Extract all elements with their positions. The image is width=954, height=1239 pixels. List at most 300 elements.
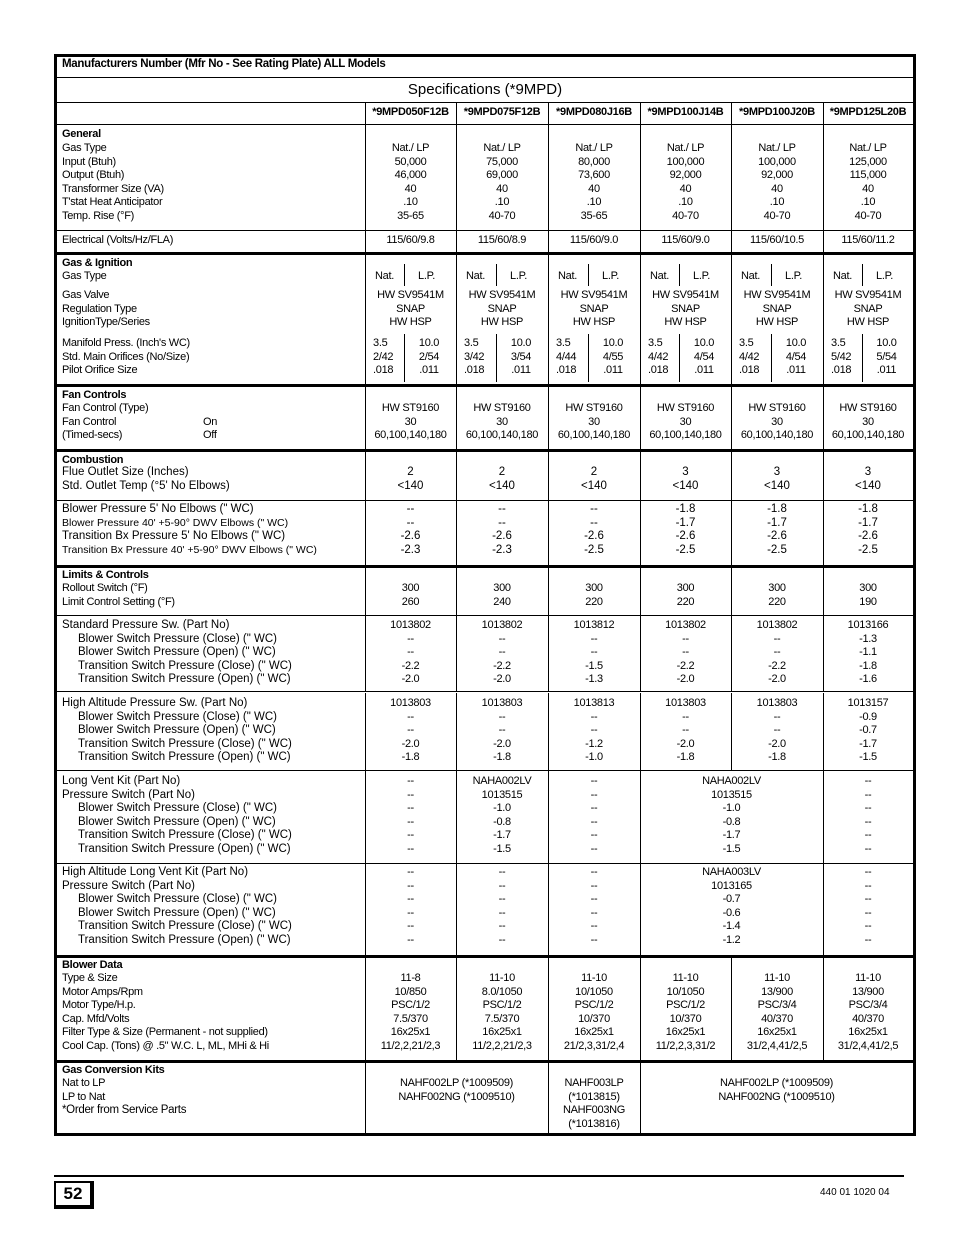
vent-value-line: -- <box>407 802 414 814</box>
column-rule <box>365 384 366 449</box>
table-rule <box>57 230 913 231</box>
combustion-value <box>548 466 640 493</box>
general-value-line: 35-65 <box>397 209 424 222</box>
blower-pressure-value-line: -2.5 <box>767 543 787 556</box>
vent-value-line: -- <box>864 906 872 919</box>
blower-pressure-value <box>640 503 731 557</box>
column-rule <box>823 230 824 252</box>
column-rule <box>913 252 914 384</box>
table-rule <box>57 384 913 387</box>
blower-pressure-value-line: -1.8 <box>858 503 878 515</box>
lp-value <box>773 337 819 378</box>
limits-value-line: 300 <box>676 582 695 594</box>
general-value-line: Nat./ LP <box>666 142 705 154</box>
vent-value-line: NAHA003LV <box>702 866 761 878</box>
nat-label: Nat. <box>833 270 852 282</box>
column-rule <box>365 955 366 1060</box>
pressure-value-line: -- <box>773 724 781 736</box>
general-value-line: 40-70 <box>488 209 516 222</box>
column-rule <box>731 124 732 230</box>
blower-data-value-line: 16x25x1 <box>848 1026 888 1038</box>
column-rule <box>913 500 914 565</box>
fan-value-line: 60,100,140,180 <box>374 429 447 441</box>
nat-value-line: .018 <box>648 364 669 376</box>
vent-value <box>548 866 640 947</box>
column-rule <box>548 565 549 615</box>
lp-value-line: .011 <box>786 364 806 376</box>
document-number: 440 01 1020 04 <box>820 1187 890 1198</box>
blower-pressure-value-line: -- <box>498 516 506 529</box>
blower-data-value-line: PSC/3/4 <box>848 999 888 1011</box>
blower-data-label <box>62 972 362 1053</box>
general-value-line: 92,000 <box>761 169 793 181</box>
conversion-value <box>548 1077 640 1131</box>
blower-data-value-line: 31/2,4,41/2,5 <box>746 1039 808 1052</box>
column-rule <box>731 693 732 770</box>
column-rule <box>913 449 914 500</box>
pressure-value-line: -0.7 <box>859 724 877 736</box>
pressure-value-line: -2.2 <box>401 659 420 672</box>
pressure-label: Transition Switch Pressure (Close) (" WC) <box>78 659 292 672</box>
vent-value-line: -- <box>498 933 506 946</box>
general-value-line: 35-65 <box>580 209 608 222</box>
blower-pressure-value-line: -- <box>406 516 415 529</box>
column-rule <box>496 334 497 382</box>
column-rule <box>548 862 549 955</box>
pressure-value-line: -- <box>590 632 598 645</box>
vent-value-line: NAHA002LV <box>472 775 532 787</box>
blower-data-value-line: 10/1050 <box>575 985 613 998</box>
fan-value-line: 30 <box>404 415 417 428</box>
general-value-line: .10 <box>403 196 418 208</box>
gas-ign-label <box>62 289 352 330</box>
nat-label: Nat. <box>741 270 760 282</box>
lp-value-line: .011 <box>694 364 714 376</box>
vent-value-line: -- <box>498 866 506 878</box>
lp-value-line: 4/54 <box>693 350 715 363</box>
pressure-value-line: -1.8 <box>493 751 511 763</box>
lp-label: L.P. <box>418 270 435 282</box>
general-value-line: 75,000 <box>486 155 518 168</box>
vent-value <box>456 775 548 856</box>
column-rule <box>731 252 732 384</box>
gas-ign-label-line: Pilot Orifice Size <box>62 364 138 376</box>
fan-label-line: Fan Control <box>62 415 117 428</box>
combustion-label-line: Flue Outlet Size (Inches) <box>62 466 189 478</box>
vent-value-line: -- <box>498 879 506 892</box>
vent-value <box>456 866 548 947</box>
blower-data-value-line: 11-10 <box>764 972 790 984</box>
limits-label <box>62 582 362 609</box>
blower-data-label-line: Filter Type & Size (Permanent - not supplied) <box>62 1026 268 1038</box>
blower-data-label-line: Type & Size <box>62 972 118 984</box>
limits-value <box>365 582 456 609</box>
lp-label: L.P. <box>693 270 710 282</box>
pressure-label: Blower Switch Pressure (Open) (" WC) <box>78 646 276 658</box>
conversion-value-line: NAHF002NG (*1009510) <box>398 1090 515 1103</box>
vent-value-line: -- <box>864 775 872 787</box>
pressure-value-line: -1.8 <box>859 659 877 672</box>
pressure-value-line: -0.9 <box>859 710 877 723</box>
limits-value-line: 240 <box>493 595 511 608</box>
general-value-line: 50,000 <box>394 155 427 168</box>
column-rule <box>640 449 641 500</box>
general-value-line: Nat./ LP <box>483 142 521 154</box>
conversion-value-line: NAHF003NG <box>562 1104 626 1116</box>
column-rule <box>731 500 732 565</box>
blower-pressure-label: Blower Pressure 40' +5-90° DWV Elbows (" WC) <box>62 516 289 529</box>
column-rule <box>365 449 366 500</box>
column-rule <box>823 862 824 955</box>
section-heading: Fan Controls <box>62 389 127 401</box>
section-heading: Gas Conversion Kits <box>62 1064 165 1076</box>
column-rule <box>823 124 824 230</box>
electrical-label: Electrical (Volts/Hz/FLA) <box>62 234 174 246</box>
vent-label: Pressure Switch (Part No) <box>62 879 195 892</box>
blower-pressure-label: Transition Bx Pressure 5' No Elbows (" WC) <box>62 530 286 542</box>
table-rule <box>57 615 913 616</box>
pressure-value <box>823 619 913 687</box>
general-value-line: .10 <box>494 196 510 208</box>
blower-pressure-value-line: -2.5 <box>858 543 878 556</box>
fan-value-line: 30 <box>496 415 508 428</box>
blower-pressure-value-line: -- <box>498 503 506 515</box>
pressure-value-line: -1.5 <box>859 751 877 763</box>
conversion-label-line: *Order from Service Parts <box>62 1104 187 1116</box>
column-rule <box>731 230 732 252</box>
column-rule <box>548 693 549 770</box>
combustion-value <box>731 466 823 493</box>
pressure-value-line: -- <box>773 632 781 645</box>
general-value-line: 100,000 <box>758 155 796 168</box>
blower-data-value-line: 7.5/370 <box>484 1012 520 1025</box>
vent-value-line: -- <box>590 906 598 919</box>
vent-value-line: -- <box>590 879 598 892</box>
pressure-value <box>640 619 731 687</box>
combustion-value-line: <140 <box>489 479 515 492</box>
lp-value-line: .011 <box>511 364 531 376</box>
nat-label: Nat. <box>650 270 669 282</box>
column-rule <box>640 230 641 252</box>
combustion-value <box>456 466 548 493</box>
gas-ign-label-line: Regulation Type <box>62 302 137 315</box>
column-rule <box>404 264 405 286</box>
lp-label: L.P. <box>876 270 893 282</box>
pressure-value-line: 1013803 <box>756 697 798 709</box>
pressure-value-line: -- <box>773 710 781 723</box>
fan-value-line: 60,100,140,180 <box>465 429 539 441</box>
limits-value <box>640 582 731 609</box>
nat-value-line: .018 <box>831 364 852 376</box>
fan-value-line: 30 <box>679 415 692 428</box>
column-rule <box>679 264 680 286</box>
pressure-value-line: -- <box>407 646 414 658</box>
vent-value-line: -- <box>498 920 506 932</box>
conversion-value-line: NAHF002LP (*1009509) <box>719 1077 834 1089</box>
column-rule <box>496 264 497 286</box>
blower-pressure-value-line: -2.5 <box>584 543 604 556</box>
blower-data-value-line: 11-8 <box>400 972 421 984</box>
pressure-value-line: -1.0 <box>585 751 603 763</box>
combustion-value <box>823 466 913 493</box>
column-rule <box>862 264 863 286</box>
pressure-value-line: -1.3 <box>585 673 603 685</box>
gas-ign-value <box>548 289 640 330</box>
conversion-value-line: (*1013815) <box>568 1090 620 1103</box>
gas-ign-value-line: HW SV9541M <box>377 289 444 301</box>
pressure-value-line: -- <box>682 646 689 658</box>
blower-data-value-line: 40/370 <box>761 1012 793 1025</box>
column-rule <box>456 771 457 863</box>
lp-value <box>406 337 452 378</box>
lp-value-line: 10.0 <box>693 337 715 349</box>
fan-value-line: 30 <box>862 415 874 428</box>
nat-value-line: .018 <box>464 364 485 376</box>
blower-pressure-value-line: -1.7 <box>675 516 696 529</box>
column-rule <box>640 771 641 863</box>
limits-value-line: 300 <box>768 582 786 594</box>
general-value-line: 40 <box>404 182 417 195</box>
column-rule <box>548 252 549 384</box>
pressure-value-line: 1013802 <box>756 619 798 631</box>
lp-value-line: 10.0 <box>418 337 440 349</box>
limits-value-line: 260 <box>401 595 420 608</box>
blower-data-value-line: 10/370 <box>578 1012 610 1025</box>
column-rule <box>456 693 457 770</box>
column-rule <box>456 615 457 691</box>
pressure-value-line: -1.6 <box>859 673 877 685</box>
blower-pressure-value <box>548 503 640 557</box>
nat-value <box>373 337 404 378</box>
pressure-label: Blower Switch Pressure (Open) (" WC) <box>78 724 276 736</box>
blower-data-value <box>456 972 548 1053</box>
gas-ign-value-line: HW HSP <box>480 316 524 328</box>
vent-label: Transition Switch Pressure (Open) (" WC) <box>78 933 291 946</box>
vent-value-line: -- <box>864 866 872 878</box>
vent-label: Pressure Switch (Part No) <box>62 788 195 801</box>
pressure-value-line: -1.8 <box>401 751 420 763</box>
lp-value <box>498 337 544 378</box>
pressure-value-line: -1.8 <box>768 751 786 763</box>
electrical-value: 115/60/11.2 <box>841 234 895 246</box>
fan-value-line: HW ST9160 <box>656 402 715 414</box>
pressure-label: Transition Switch Pressure (Close) (" WC) <box>78 737 292 750</box>
conversion-label-line: Nat to LP <box>62 1077 106 1089</box>
gas-ign-value-line: HW SV9541M <box>652 289 719 301</box>
conversion-value-line: NAHF002LP (*1009509) <box>399 1077 514 1089</box>
column-rule <box>404 334 405 382</box>
column-rule <box>640 565 641 615</box>
pressure-value-line: -- <box>590 724 598 736</box>
vent-value-line: -1.5 <box>722 842 741 855</box>
column-rule <box>913 862 914 955</box>
blower-data-value-line: 10/850 <box>394 985 427 998</box>
gas-ign-label <box>62 337 352 378</box>
vent-value-line: -- <box>407 879 414 892</box>
gas-ign-value-line: HW HSP <box>572 316 616 328</box>
vent-value-line: -- <box>590 815 598 828</box>
column-rule <box>548 384 549 449</box>
blower-data-value-line: 11-10 <box>855 972 881 984</box>
pressure-value-line: -- <box>407 724 414 736</box>
general-value <box>731 142 823 223</box>
combustion-value-line: <140 <box>855 479 881 492</box>
general-value-line: 100,000 <box>666 155 705 168</box>
pressure-value-line: 1013802 <box>481 619 523 631</box>
pressure-value <box>548 619 640 687</box>
fan-value-line: 30 <box>771 415 783 428</box>
blower-data-value-line: 8.0/1050 <box>481 985 523 998</box>
fan-value-line: HW ST9160 <box>748 402 806 414</box>
lp-value-line: 10.0 <box>876 337 897 349</box>
vent-value-line: -- <box>864 879 872 892</box>
combustion-value-line: <140 <box>581 479 607 492</box>
pressure-value-line: -1.8 <box>676 751 695 763</box>
table-rule <box>57 1060 913 1063</box>
gas-ign-value-line: HW SV9541M <box>834 289 902 301</box>
conversion-value-line: (*1013816) <box>568 1117 620 1130</box>
gas-ign-label-line: Gas Valve <box>62 289 110 301</box>
limits-value <box>823 582 913 609</box>
general-value-line: .10 <box>769 196 785 208</box>
limits-value-line: 300 <box>585 582 603 594</box>
nat-value-line: 4/42 <box>648 350 669 363</box>
column-rule <box>640 955 641 1060</box>
vent-value-line: -1.5 <box>493 842 511 855</box>
blower-data-value-line: 13/900 <box>761 985 793 998</box>
nat-value-line: 5/42 <box>831 350 852 363</box>
nat-value-line: 4/42 <box>739 350 760 363</box>
column-rule <box>823 384 824 449</box>
column-rule <box>731 384 732 449</box>
blower-data-value-line: 16x25x1 <box>757 1026 797 1038</box>
column-rule <box>731 615 732 691</box>
pressure-value-line: -- <box>590 710 598 723</box>
high_alt_pressure-labels <box>62 697 362 765</box>
general-value-line: 40-70 <box>854 209 882 222</box>
vent-value-line: -- <box>407 775 414 787</box>
pressure-label: Standard Pressure Sw. (Part No) <box>62 619 230 631</box>
limits-label-line: Limit Control Setting (°F) <box>62 595 175 608</box>
column-rule <box>456 862 457 955</box>
column-rule <box>913 693 914 770</box>
conversion-label-line: LP to Nat <box>62 1090 105 1103</box>
blower-data-label-line: Motor Amps/Rpm <box>62 985 143 998</box>
gas-ign-value-line: SNAP <box>487 302 517 315</box>
pressure-value-line: -- <box>498 724 506 736</box>
general-value-line: 46,000 <box>394 169 427 181</box>
general-value-line: 92,000 <box>669 169 702 181</box>
general-value-line: 125,000 <box>849 155 887 168</box>
vent-value <box>548 775 640 856</box>
vent-value-line: -- <box>407 920 414 932</box>
blower-data-value-line: PSC/1/2 <box>666 999 705 1011</box>
vent-value-line: -1.0 <box>722 802 741 814</box>
vent-value-line: -- <box>864 933 872 946</box>
combustion-value-line: 3 <box>682 466 689 478</box>
long_vent-labels <box>62 775 362 856</box>
pressure-value-line: -- <box>682 632 689 645</box>
pressure-value-line: -1.2 <box>585 737 603 750</box>
column-rule <box>823 693 824 770</box>
vent-value-line: 1013515 <box>481 788 523 801</box>
vent-value <box>365 866 456 947</box>
combustion-value-line: 3 <box>864 466 872 478</box>
pressure-value-line: 1013813 <box>573 697 615 709</box>
general-label-line: Temp. Rise (°F) <box>62 209 135 222</box>
vent-value-line: -0.7 <box>722 893 741 905</box>
nat-value <box>739 337 771 378</box>
vent-value-line: -- <box>407 829 414 841</box>
vent-value-line: -- <box>590 775 598 787</box>
pressure-value-line: -2.0 <box>493 737 511 750</box>
column-rule <box>548 449 549 500</box>
gas-ign-value-line: SNAP <box>396 302 425 315</box>
column-rule <box>588 264 589 286</box>
blower-pressure-label: Blower Pressure 5' No Elbows (" WC) <box>62 503 254 515</box>
column-rule <box>640 615 641 691</box>
gas-ign-value-line: HW SV9541M <box>743 289 811 301</box>
column-rule <box>456 565 457 615</box>
general-value-line: .10 <box>586 196 602 208</box>
general-value-line: 40-70 <box>763 209 791 222</box>
pressure-value <box>640 697 731 765</box>
fan-value <box>731 402 823 443</box>
gas-ign-value-line: HW HSP <box>755 316 799 328</box>
vent-value-line: -1.0 <box>493 802 511 814</box>
vent-value <box>640 866 823 947</box>
vent-value-line: -- <box>590 866 598 878</box>
pressure-value-line: 1013803 <box>481 697 523 709</box>
general-value-line: 40-70 <box>672 209 699 222</box>
gas-ign-value <box>731 289 823 330</box>
fan-value-line: HW ST9160 <box>839 402 897 414</box>
pressure-value-line: -- <box>498 646 506 658</box>
pressure-value-line: -2.0 <box>401 737 420 750</box>
electrical-value: 115/60/8.9 <box>477 234 527 246</box>
table-rule <box>57 770 913 771</box>
combustion-value-line: <140 <box>397 479 424 492</box>
gas-ign-value-line: SNAP <box>762 302 792 315</box>
combustion-value-line: 2 <box>590 466 598 478</box>
gas-ign-value-line: SNAP <box>671 302 700 315</box>
vent-value-line: -- <box>590 920 598 932</box>
gas-ign-label-line: Manifold Press. (Inch's WC) <box>62 337 190 349</box>
general-value-line: 69,000 <box>486 169 518 181</box>
column-rule <box>548 955 549 1060</box>
limits-value-line: 220 <box>676 595 695 608</box>
pressure-label: Blower Switch Pressure (Close) (" WC) <box>78 710 277 723</box>
pressure-value-line: -2.0 <box>676 737 695 750</box>
combustion-label <box>62 466 362 493</box>
high_alt_long_vent-labels <box>62 866 362 947</box>
nat-value-line: 3/42 <box>464 350 485 363</box>
pressure-value <box>731 619 823 687</box>
table-rule <box>57 565 913 568</box>
lp-value-line: 4/55 <box>602 350 624 363</box>
vent-value <box>365 775 456 856</box>
pressure-value-line: -- <box>407 710 414 723</box>
blower-data-value-line: PSC/1/2 <box>391 999 430 1011</box>
vent-value-line: -1.7 <box>722 829 741 841</box>
pressure-value-line: -2.2 <box>768 659 786 672</box>
vent-value <box>823 775 913 856</box>
blower-data-value-line: 10/1050 <box>666 985 705 998</box>
column-rule <box>365 124 366 230</box>
pressure-value-line: -- <box>773 646 781 658</box>
vent-value-line: -1.7 <box>493 829 511 841</box>
nat-value-line: 3.5 <box>373 337 388 349</box>
